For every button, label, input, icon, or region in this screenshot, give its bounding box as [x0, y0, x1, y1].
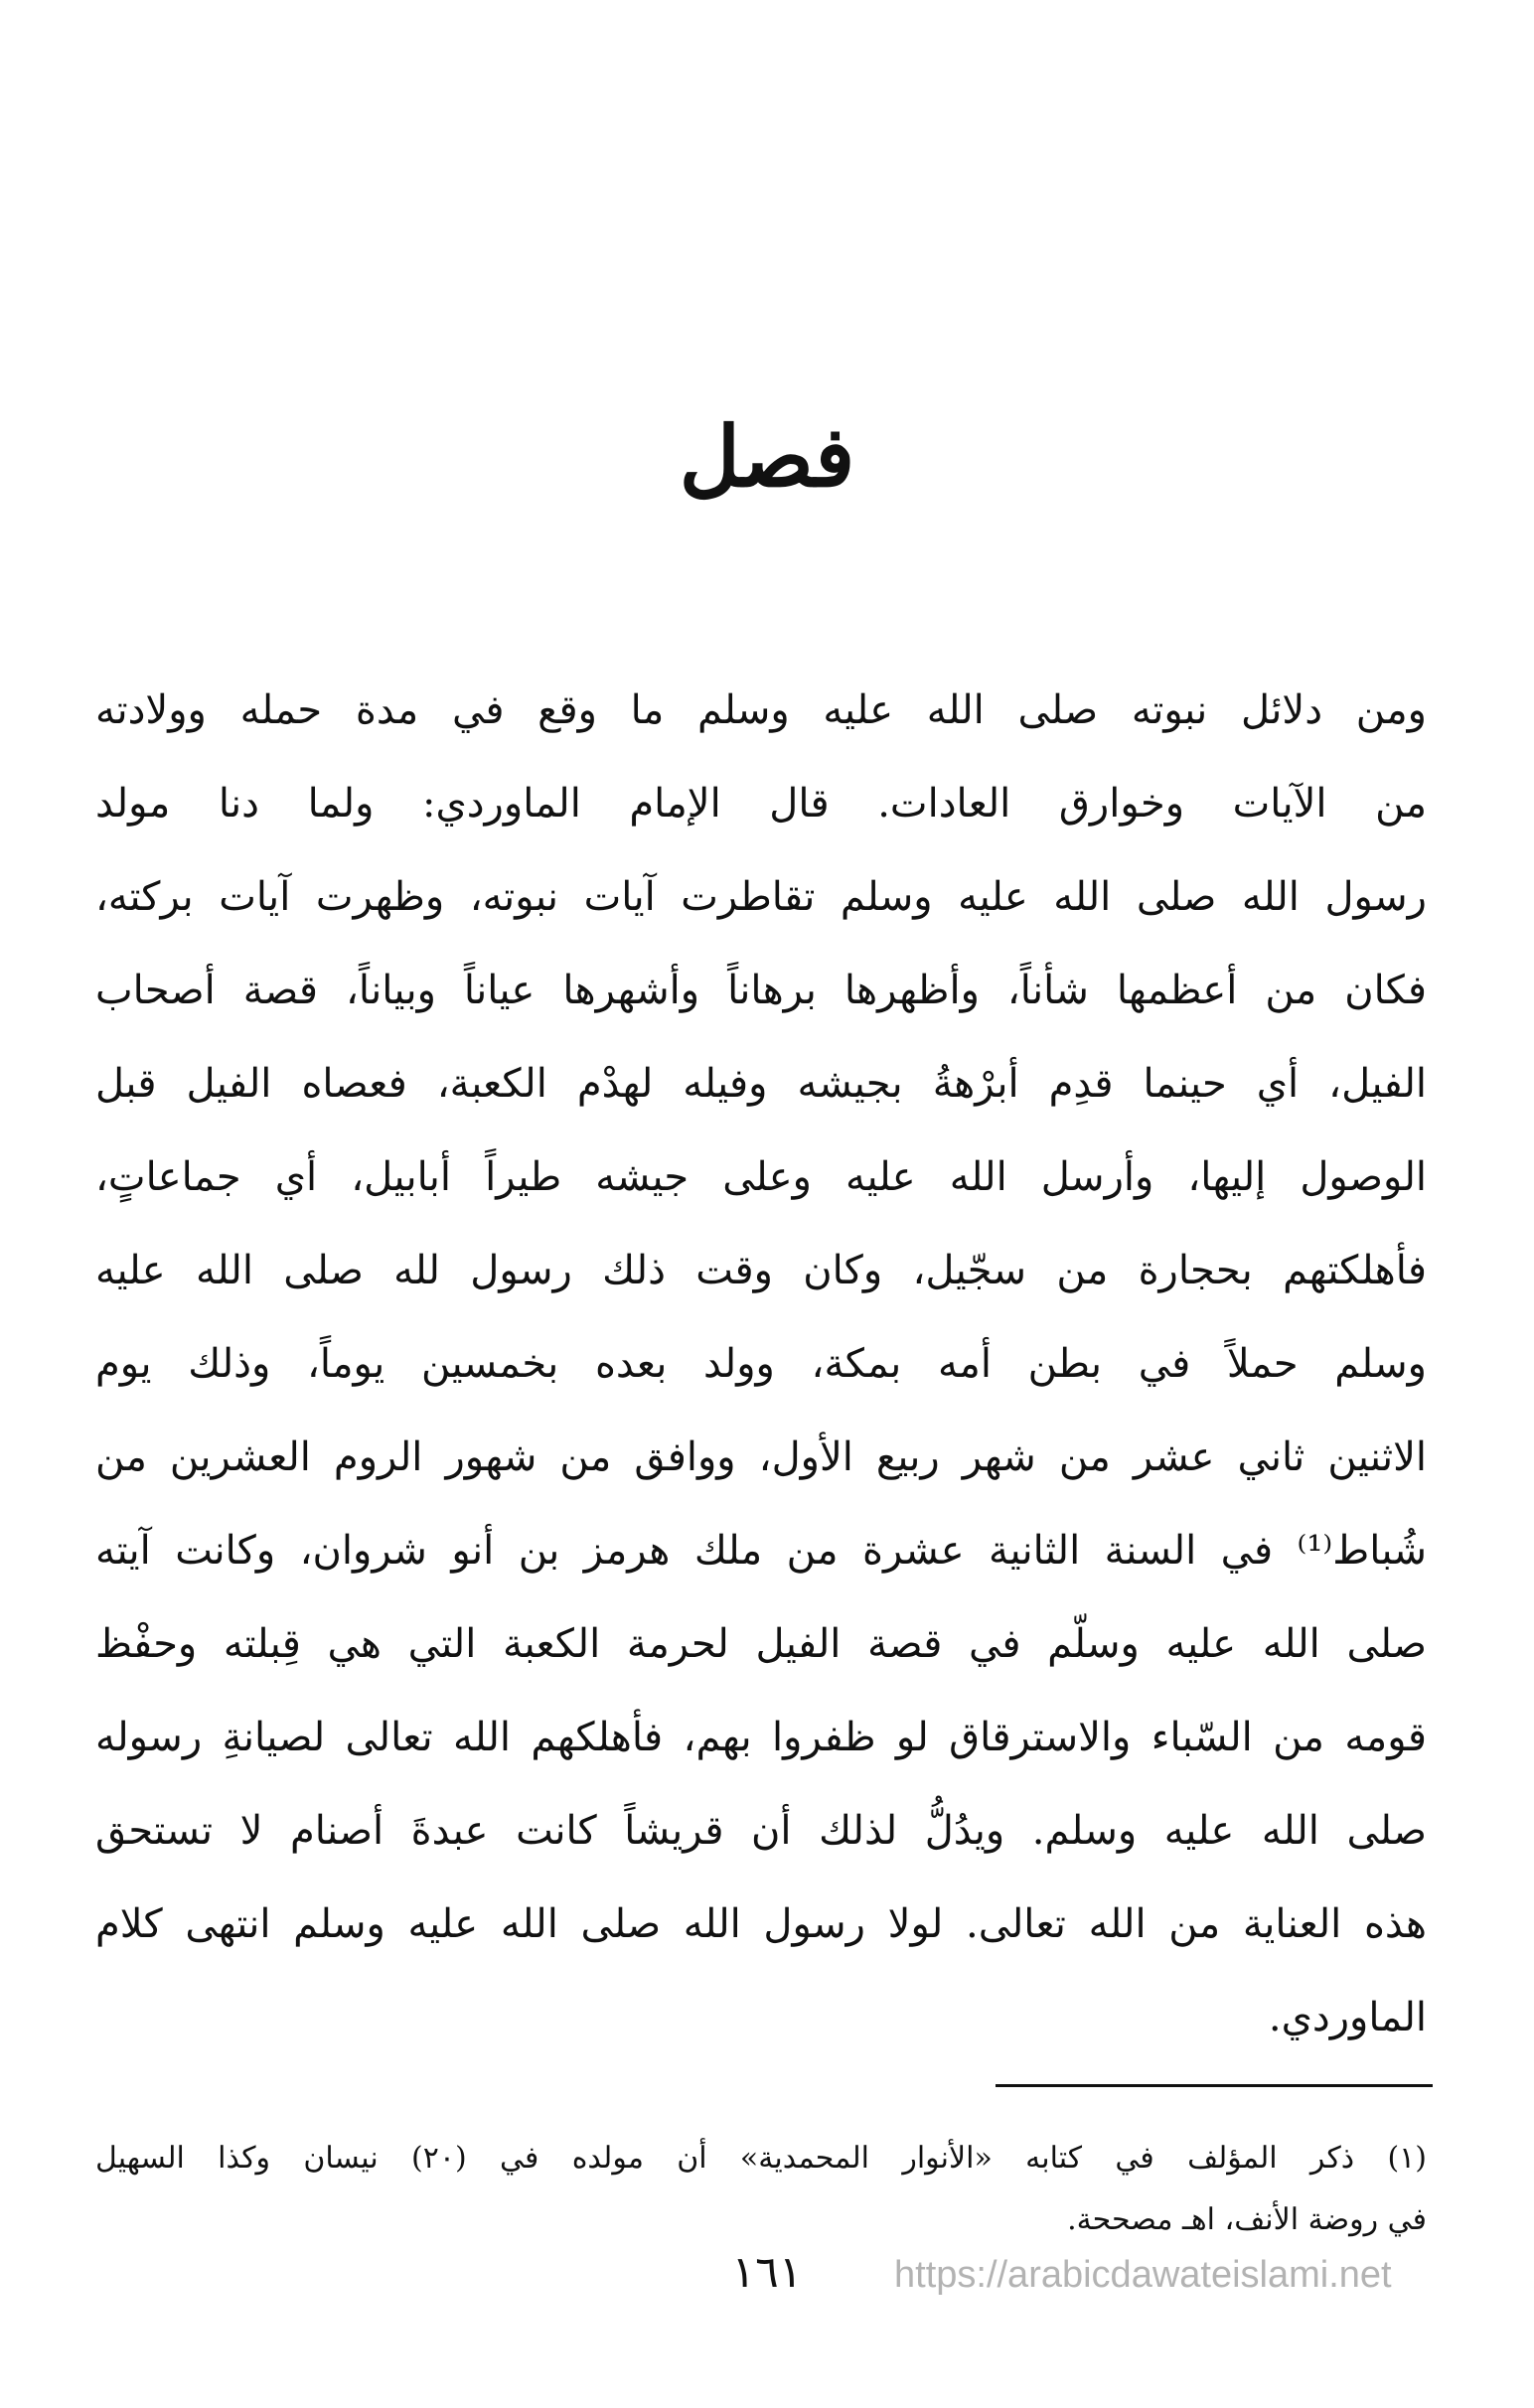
footnote	[95, 2128, 1427, 2251]
paragraph-line: وسلم حملاً في بطن أمه بمكة، وولد بعده بخمسين يوماً، وذلك يوم	[95, 1341, 1427, 1387]
page-number: ١٦١	[731, 2247, 803, 2298]
paragraph-line: شُباط⁽¹⁾ في السنة الثانية عشرة من ملك هرمز بن أنو شروان، وكانت آيته	[95, 1528, 1427, 1574]
footnote-divider	[996, 2084, 1433, 2087]
paragraph-line: هذه العناية من الله تعالى. لولا رسول الله صلى الله عليه وسلم انتهى كلام	[95, 1901, 1427, 1947]
footnote-line: (١) ذكر المؤلف في كتابه «الأنوار المحمدية» أن مولده في (٢٠) نيسان وكذا السهيل	[95, 2141, 1427, 2176]
footnote-line: في روضة الأنف، اهـ مصححة.	[1067, 2202, 1427, 2237]
watermark-url: https://arabicdawateislami.net	[894, 2254, 1392, 2296]
paragraph-line: الماوردي.	[1268, 1995, 1427, 2040]
paragraph-line: صلى الله عليه وسلّم في قصة الفيل لحرمة الكعبة التي هي قِبلته وحفْظ	[95, 1621, 1427, 1667]
paragraph-line: صلى الله عليه وسلم. ويدُلُّ لذلك أن قريشاً كانت عبدةَ أصنام لا تستحق	[95, 1808, 1427, 1854]
chapter-heading: فصل	[679, 407, 855, 506]
paragraph-line: الاثنين ثاني عشر من شهر ربيع الأول، ووافق من شهور الروم العشرين من	[95, 1434, 1427, 1480]
main-paragraph	[95, 664, 1427, 2064]
paragraph-line: الفيل، أي حينما قدِم أبرْهةُ بجيشه وفيله لهدْم الكعبة، فعصاه الفيل قبل	[95, 1061, 1427, 1107]
paragraph-line: فكان من أعظمها شأناً، وأظهرها برهاناً وأشهرها عياناً وبياناً، قصة أصحاب	[95, 968, 1427, 1013]
paragraph-line: الوصول إليها، وأرسل الله عليه وعلى جيشه طيراً أبابيل، أي جماعاتٍ،	[95, 1154, 1427, 1200]
paragraph-line: قومه من السّباء والاسترقاق لو ظفروا بهم، فأهلكهم الله تعالى لصيانةِ رسوله	[95, 1715, 1427, 1760]
paragraph-line: رسول الله صلى الله عليه وسلم تقاطرت آيات نبوته، وظهرت آيات بركته،	[95, 874, 1427, 920]
paragraph-line: فأهلكتهم بحجارة من سجّيل، وكان وقت ذلك رسول لله صلى الله عليه	[95, 1248, 1427, 1293]
paragraph-line: ومن دلائل نبوته صلى الله عليه وسلم ما وقع في مدة حمله وولادته	[95, 687, 1427, 733]
paragraph-line: من الآيات وخوارق العادات. قال الإمام الماوردي: ولما دنا مولد	[95, 781, 1427, 827]
